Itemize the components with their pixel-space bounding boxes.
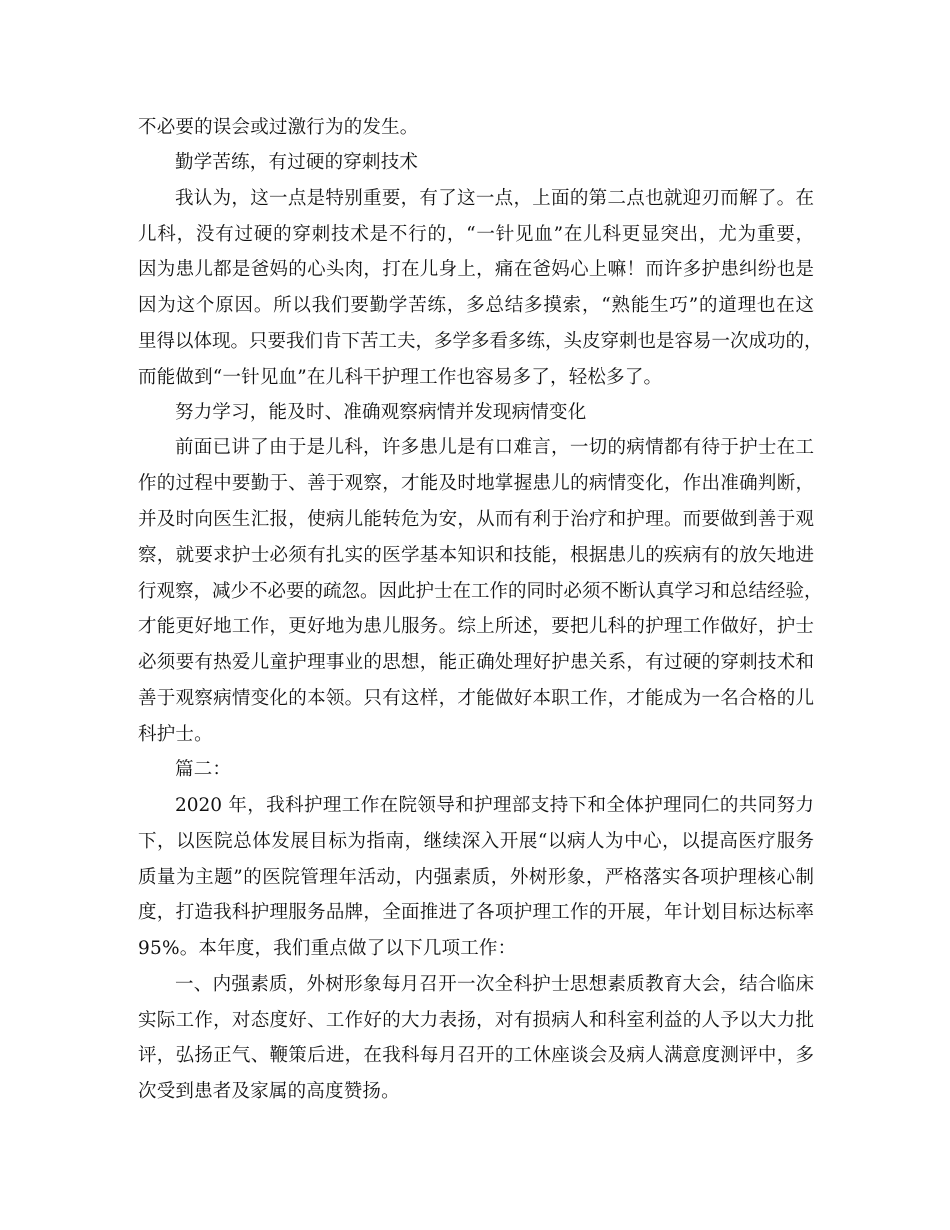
body-text-line: 作的过程中要勤于、善于观察，才能及时地掌握患儿的病情变化，作出准确判断， xyxy=(138,473,814,494)
body-text-line: 95%。本年度，我们重点做了以下几项工作： xyxy=(138,938,517,959)
body-text-line: 度，打造我科护理服务品牌，全面推进了各项护理工作的开展，年计划目标达标率 xyxy=(138,902,814,923)
body-text-line: 不必要的误会或过激行为的发生。 xyxy=(138,117,419,138)
body-text-line: 察，就要求护士必须有扎实的医学基本知识和技能，根据患儿的疾病有的放矢地进 xyxy=(138,545,814,566)
body-text-line: 我认为，这一点是特别重要，有了这一点，上面的第二点也就迎刃而解了。在 xyxy=(175,188,814,209)
section-heading: 努力学习，能及时、准确观察病情并发现病情变化 xyxy=(175,402,587,423)
body-text-line: 善于观察病情变化的本领。只有这样，才能做好本职工作，才能成为一名合格的儿 xyxy=(138,688,814,709)
body-text-line: 行观察，减少不必要的疏忽。因此护士在工作的同时必须不断认真学习和总结经验， xyxy=(138,581,823,602)
body-text-line: 实际工作，对态度好、工作好的大力表扬，对有损病人和科室利益的人予以大力批 xyxy=(138,1010,814,1031)
section-heading: 篇二： xyxy=(175,759,232,780)
body-text-line: 前面已讲了由于是儿科，许多患儿是有口难言，一切的病情都有待于护士在工 xyxy=(175,437,814,458)
body-text-line: 而能做到“一针见血”在儿科干护理工作也容易多了，轻松多了。 xyxy=(138,367,663,388)
section-heading: 勤学苦练，有过硬的穿刺技术 xyxy=(175,152,419,173)
body-text-line: 一、内强素质，外树形象每月召开一次全科护士思想素质教育大会，结合临床 xyxy=(175,974,814,995)
body-text-line: 才能更好地工作，更好地为患儿服务。综上所述，要把儿科的护理工作做好，护士 xyxy=(138,616,814,637)
body-text-line: 因为这个原因。所以我们要勤学苦练，多总结多摸索，“熟能生巧”的道理也在这 xyxy=(138,295,814,316)
body-text-line: 下，以医院总体发展目标为指南，继续深入开展“以病人为中心，以提高医疗服务 xyxy=(138,831,814,852)
body-text-line: 并及时向医生汇报，使病儿能转危为安，从而有利于治疗和护理。而要做到善于观 xyxy=(138,509,814,530)
body-text-line: 质量为主题”的医院管理年活动，内强素质，外树形象，严格落实各项护理核心制 xyxy=(138,867,814,888)
body-text-line: 评，弘扬正气、鞭策后进，在我科每月召开的工休座谈会及病人满意度测评中，多 xyxy=(138,1045,814,1066)
body-text-line: 儿科，没有过硬的穿刺技术是不行的，“一针见血”在儿科更显突出，尤为重要， xyxy=(138,224,814,245)
body-text-line: 科护士。 xyxy=(138,724,213,745)
body-text-line: 2020 年，我科护理工作在院领导和护理部支持下和全体护理同仁的共同努力 xyxy=(175,795,814,816)
body-text-line: 必须要有热爱儿童护理事业的思想，能正确处理好护患关系，有过硬的穿刺技术和 xyxy=(138,652,814,673)
body-text-line: 里得以体现。只要我们肯下苦工夫，多学多看多练，头皮穿刺也是容易一次成功的， xyxy=(138,331,823,352)
body-text-line: 因为患儿都是爸妈的心头肉，打在儿身上，痛在爸妈心上嘛！而许多护患纠纷也是 xyxy=(138,259,814,280)
body-text-line: 次受到患者及家属的高度赞扬。 xyxy=(138,1081,400,1102)
